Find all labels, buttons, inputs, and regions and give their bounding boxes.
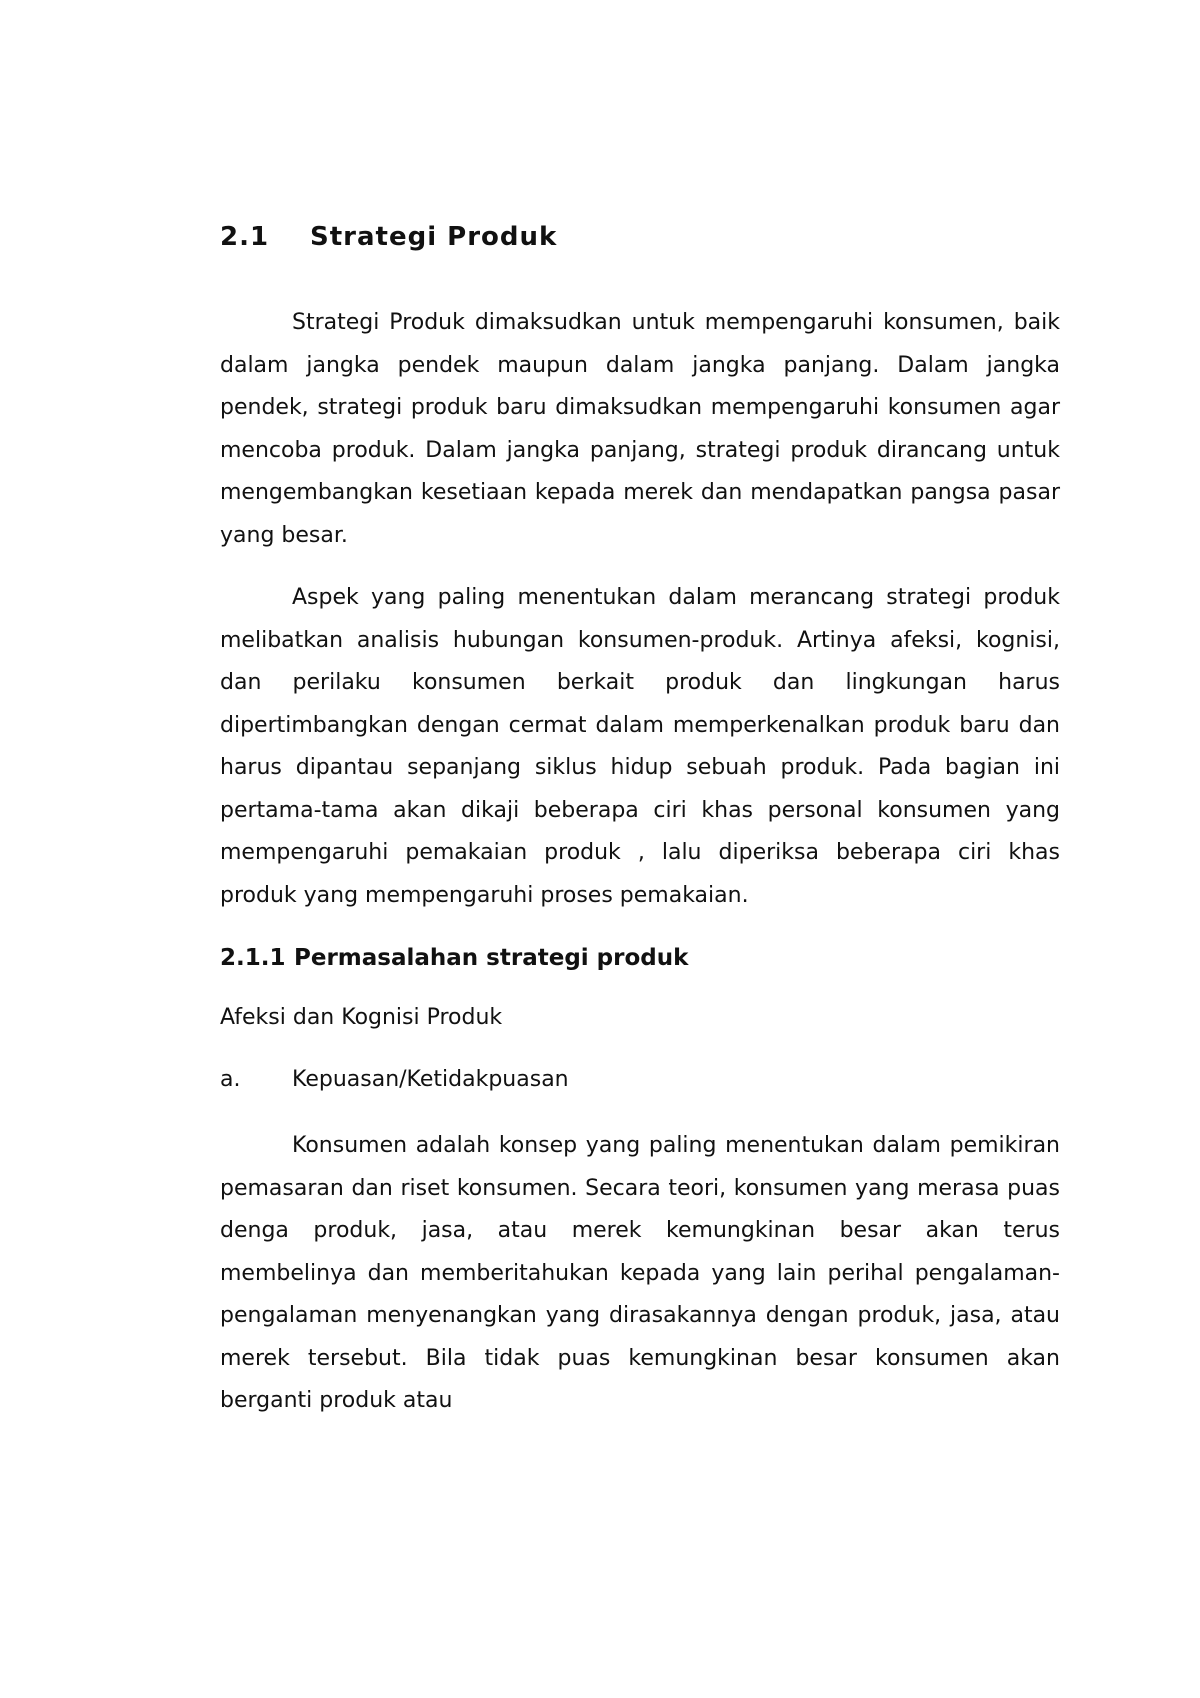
- paragraph-konsumen: Konsumen adalah konsep yang paling menentukan dalam pemikiran pemasaran dan riset konsumen. Secara teori, konsumen yang merasa puas denga produk, jasa, atau merek kemungkinan besar akan terus membelinya dan memberitahukan kepada yang lain perihal pengalaman-pengalaman menyenangkan yang dirasakannya dengan produk, jasa, atau merek tersebut. Bila tidak puas kemungkinan besar konsumen akan berganti produk atau: [220, 1133, 1060, 1413]
- list-item-label: Kepuasan/Ketidakpuasan: [292, 1067, 569, 1092]
- paragraph-strategi-produk: Strategi Produk dimaksudkan untuk mempengaruhi konsumen, baik dalam jangka pendek maupun dalam jangka panjang. Dalam jangka pendek, strategi produk baru dimaksudkan mempengaruhi konsumen agar mencoba produk. Dalam jangka panjang, strategi produk dirancang untuk mengembangkan kesetiaan kepada merek dan mendapatkan pangsa pasar yang besar.: [220, 310, 1060, 548]
- subsection-number: 2.1.1: [220, 945, 286, 971]
- section-number: 2.1: [220, 222, 270, 252]
- subsection-heading: [220, 943, 1060, 973]
- section-heading: [220, 222, 1060, 252]
- paragraph-aspek: Aspek yang paling menentukan dalam merancang strategi produk melibatkan analisis hubungan konsumen-produk. Artinya afeksi, kognisi, dan perilaku konsumen berkait produk dan lingkungan harus dipertimbangkan dengan cermat dalam memperkenalkan produk baru dan harus dipantau sepanjang siklus hidup sebuah produk. Pada bagian ini pertama-tama akan dikaji beberapa ciri khas personal konsumen yang mempengaruhi pemakaian produk , lalu diperiksa beberapa ciri khas produk yang mempengaruhi proses pemakaian.: [220, 585, 1060, 908]
- section-title: Strategi Produk: [310, 222, 558, 252]
- page-content: [220, 222, 1060, 1443]
- subtitle-afeksi-kognisi: Afeksi dan Kognisi Produk: [220, 1005, 503, 1030]
- list-marker: a.: [220, 1067, 241, 1092]
- subsection-title: Permasalahan strategi produk: [294, 945, 689, 971]
- list-item-kepuasan: [220, 1065, 1060, 1095]
